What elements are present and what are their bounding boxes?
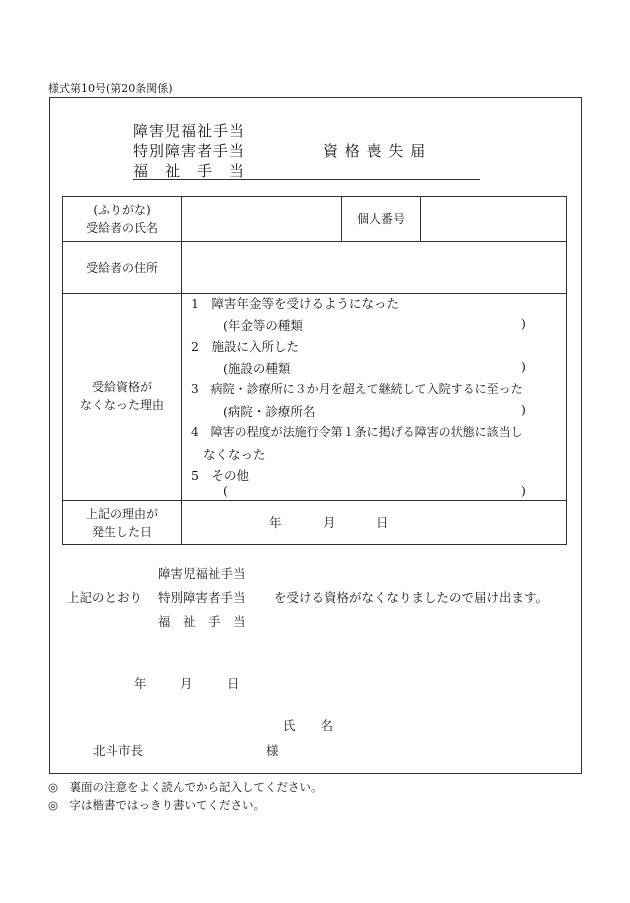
- form-number-label: 様式第10号(第20条関係): [48, 82, 173, 95]
- reason-5-close: ): [521, 483, 526, 498]
- reason-4-line2: なくなった: [203, 447, 266, 462]
- title-allowance-2: 特別障害者手当: [133, 142, 246, 160]
- declaration-allowance-3: 福 祉 手 当: [158, 614, 246, 629]
- signature-name-label: 氏 名: [283, 718, 334, 733]
- reason-4-line1[interactable]: 4 障害の程度が法施行令第１条に掲げる障害の状態に該当し: [191, 425, 523, 439]
- reason-1-detail: (年金等の種類: [223, 318, 303, 333]
- number-label-right-divider: [420, 197, 421, 241]
- reason-label-line2: なくなった理由: [79, 398, 164, 412]
- signature-day-label: 日: [227, 676, 240, 691]
- reason-1-close: ): [521, 316, 526, 331]
- reason-2-close: ): [521, 359, 526, 374]
- signature-year-label: 年: [134, 676, 147, 691]
- row-divider-3: [63, 500, 567, 501]
- declaration-allowance-1: 障害児福祉手当: [158, 566, 246, 581]
- reason-3-close: ): [521, 402, 526, 417]
- honorific-label: 様: [266, 743, 279, 758]
- address-label: 受給者の住所: [85, 261, 158, 275]
- date-reason-label-line1: 上記の理由が: [85, 507, 158, 521]
- reason-5[interactable]: 5 その他: [191, 468, 249, 483]
- declaration-allowance-2: 特別障害者手当: [158, 590, 246, 605]
- signature-month-label: 月: [180, 676, 193, 691]
- reason-label-line1: 受給資格が: [91, 380, 152, 394]
- personal-number-field[interactable]: [422, 198, 565, 239]
- address-field[interactable]: [183, 243, 565, 291]
- label-column-divider: [181, 197, 182, 545]
- date-reason-label-line2: 発生した日: [91, 525, 152, 539]
- reason-5-detail: (: [223, 483, 228, 498]
- note-1: ◎ 裏面の注意をよく読んでから記入してください。: [48, 780, 323, 794]
- row-divider-1: [63, 241, 567, 242]
- declaration-suffix: を受ける資格がなくなりましたので届け出ます。: [274, 590, 549, 605]
- mayor-label: 北斗市長: [93, 743, 144, 758]
- furigana-label: (ふりがな): [93, 203, 151, 217]
- reason-2-detail: (施設の種類: [223, 361, 291, 376]
- personal-number-label: 個人番号: [356, 212, 405, 226]
- form-table: [62, 196, 567, 545]
- title-suffix: 資 格 喪 失 届: [323, 142, 427, 160]
- title-allowance-1: 障害児福祉手当: [133, 122, 246, 140]
- note-2: ◎ 字は楷書ではっきり書いてください。: [48, 798, 266, 812]
- reason-2[interactable]: 2 施設に入所した: [191, 339, 299, 354]
- signature-name-field[interactable]: [350, 712, 550, 734]
- name-field[interactable]: [183, 198, 339, 239]
- title-underline: [133, 179, 480, 180]
- reason-3[interactable]: 3 病院・診療所に３か月を超えて継続して入院するに至った: [191, 382, 523, 396]
- reason-1[interactable]: 1 障害年金等を受けるようになった: [191, 296, 399, 311]
- date-month-label: 月: [323, 515, 336, 530]
- declaration-prefix: 上記のとおり: [67, 590, 143, 605]
- title-allowance-3: 福 祉 手 当: [133, 162, 246, 180]
- reason-3-detail: (病院・診療所名: [223, 404, 316, 419]
- date-day-label: 日: [376, 515, 389, 530]
- name-label: 受給者の氏名: [85, 221, 158, 235]
- date-year-label: 年: [269, 515, 282, 530]
